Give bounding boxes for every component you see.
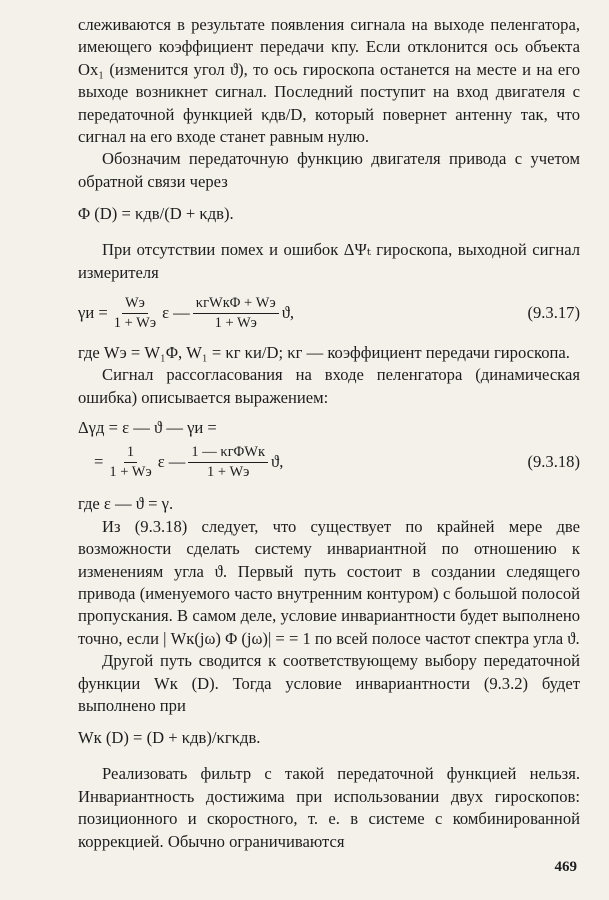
eq-9-3-18-fraction-2: [188, 444, 268, 481]
equation-wk-text: Wк (D) = (D + κдв)/κгκдв.: [78, 728, 261, 748]
paragraph-6: где ε — ϑ = γ.: [78, 494, 174, 514]
eq-9-3-17-lhs: γи =: [78, 302, 108, 322]
equation-9-3-18-line-1: [78, 417, 580, 439]
equation-phi-text: Φ (D) = κдв/(D + κдв).: [78, 204, 234, 224]
paragraph-1: слеживаются в результате появления сигнала на выходе пеленгатора, имеющего коэффициент передачи κпу. Если отклонится ось объекта Ox₁ (изменится угол ϑ), то ось гироскопа останется на месте и на его выходе возникнет сигнал. Последний поступит на вход двигателя с передаточной функцией κдв/D, который повернет антенну так, что сигнал на его входе станет равным нулю.: [78, 15, 580, 147]
paragraph-7: Из (9.3.18) следует, что существует по крайней мере две возможности сделать систему инвариантной по отношению к изменениям угла ϑ. Первый путь состоит в создании следящего привода (именуемого часто внутренним контуром) с большой полосой пропускания. В самом деле, условие инвариантности будет выполнено точно, если | Wк(jω) Φ (jω)| = = 1 по всей полосе частот спектра угла ϑ.: [78, 516, 580, 648]
eq-9-3-18-tail: ϑ,: [271, 452, 284, 472]
eq-9-3-17-fraction-1: [111, 295, 159, 332]
paragraph-3: При отсутствии помех и ошибок ΔΨₜ гироскопа, выходной сигнал измерителя: [78, 240, 580, 282]
equation-phi: [78, 203, 580, 225]
equation-number: (9.3.17): [527, 302, 580, 322]
paragraph-5: Сигнал рассогласования на входе пеленгатора (динамическая ошибка) описывается выражением:: [78, 365, 580, 407]
paragraph-4: где Wэ = W₁Φ, W₁ = κг κи/D; κг — коэффициент передачи гироскопа.: [78, 343, 570, 363]
fraction-numerator: Wэ: [122, 295, 148, 314]
paragraph-8: Другой путь сводится к соответствующему выбору передаточной функции Wк (D). Тогда условие инвариантности (9.3.2) будет выполнено при: [78, 651, 580, 715]
page-text: [78, 14, 580, 853]
page-number: 469: [554, 859, 577, 875]
fraction-denominator: 1 + Wэ: [113, 314, 157, 331]
fraction-numerator: 1 — κгΦWк: [188, 444, 268, 463]
eq-9-3-18-lead: =: [94, 452, 104, 472]
paragraph-9: Реализовать фильтр с такой передаточной функцией нельзя. Инвариантность достижима при использовании двух гироскопов: позиционного и скоростного, т. е. в системе с комбинированной коррекцией. Обычно ограничиваются: [78, 764, 580, 851]
eq-9-3-17-fraction-2: [193, 295, 279, 332]
equation-9-3-18: [78, 439, 580, 485]
equation-9-3-17: [78, 290, 580, 336]
eq-9-3-18-line1: Δγд = ε — ϑ — γи =: [78, 418, 217, 438]
eq-9-3-18-mid: ε —: [157, 452, 186, 472]
eq-9-3-17-mid: ε —: [162, 302, 190, 322]
fraction-denominator: 1 + Wэ: [109, 463, 152, 480]
eq-9-3-18-fraction-1: [106, 444, 154, 481]
fraction-denominator: 1 + Wэ: [214, 314, 257, 331]
fraction-numerator: κгWкΦ + Wэ: [193, 295, 279, 314]
equation-wk: [78, 727, 580, 749]
fraction-denominator: 1 + Wэ: [207, 463, 250, 480]
equation-number: (9.3.18): [527, 452, 580, 472]
paragraph-2: Обозначим передаточную функцию двигателя привода с учетом обратной связи через: [78, 149, 580, 191]
eq-9-3-17-tail: ϑ,: [281, 302, 295, 322]
fraction-numerator: 1: [124, 444, 137, 463]
